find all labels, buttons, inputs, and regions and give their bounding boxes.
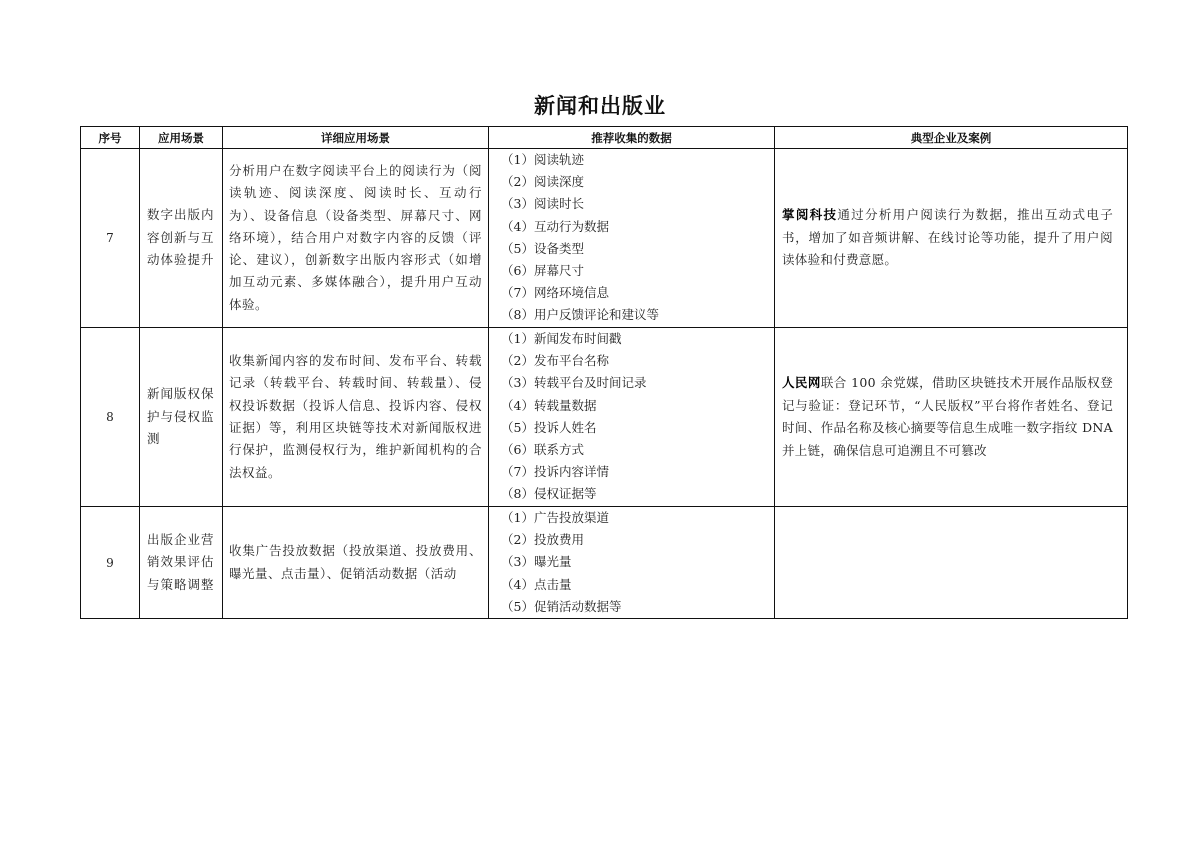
case-company: 人民网 (782, 375, 821, 390)
data-item: （6）联系方式 (501, 442, 584, 458)
data-item: （1）新闻发布时间戳 (501, 331, 622, 346)
data-item: （3）转载平台及时间记录 (501, 375, 647, 391)
data-item: （3）阅读时长 (501, 196, 584, 212)
data-item: （5）投诉人姓名 (501, 419, 597, 435)
data-item: （5）设备类型 (501, 240, 584, 256)
header-scene: 应用场景 (140, 127, 223, 149)
row-detail: 收集广告投放数据（投放渠道、投放费用、曝光量、点击量）、促销活动数据（活动 (223, 507, 489, 619)
header-detail: 详细应用场景 (223, 127, 489, 149)
row-case (775, 507, 1128, 619)
data-item: （1）广告投放渠道 (501, 510, 609, 525)
page-title: 新闻和出版业 (534, 94, 666, 118)
table-row (81, 507, 1128, 619)
industry-table (80, 126, 1128, 619)
data-item: （1）阅读轨迹 (501, 152, 584, 167)
data-item: （2）发布平台名称 (501, 353, 609, 369)
row-case (775, 328, 1128, 507)
row-data-list (489, 507, 775, 619)
row-scene: 数字出版内容创新与互动体验提升 (140, 149, 223, 328)
data-item: （7）投诉内容详情 (501, 464, 609, 480)
row-index: 8 (81, 328, 140, 507)
row-detail: 收集新闻内容的发布时间、发布平台、转载记录（转载平台、转载时间、转载量）、侵权投诉数据（投诉人信息、投诉内容、侵权证据）等，利用区块链等技术对新闻版权进行保护，监测侵权行为，维护新闻机构的合法权益。 (223, 328, 489, 507)
case-company: 掌阅科技 (782, 207, 838, 223)
header-index: 序号 (81, 127, 140, 149)
case-text: 联合 100 余党媒，借助区块链技术开展作品版权登记与验证：登记环节，“人民版权”平台将作者姓名、登记时间、作品名称及核心摘要等信息生成唯一数字指纹 DNA 并上链，确保信息可追溯且不可篡改 (782, 375, 1113, 458)
table-row (81, 328, 1128, 507)
data-item: （8）侵权证据等 (501, 486, 597, 502)
header-data: 推荐收集的数据 (489, 127, 775, 149)
row-data-list (489, 328, 775, 507)
table-row (81, 149, 1128, 328)
row-scene: 新闻版权保护与侵权监测 (140, 328, 223, 507)
data-item: （4）互动行为数据 (501, 218, 609, 234)
table-header-row (81, 127, 1128, 149)
row-detail: 分析用户在数字阅读平台上的阅读行为（阅读轨迹、阅读深度、阅读时长、互动行为）、设备信息（设备类型、屏幕尺寸、网络环境），结合用户对数字内容的反馈（评论、建议），创新数字出版内容形式（如增加互动元素、多媒体融合），提升用户互动体验。 (223, 149, 489, 328)
data-item: （2）阅读深度 (501, 174, 584, 190)
data-item: （8）用户反馈评论和建议等 (501, 307, 659, 323)
data-item: （3）曝光量 (501, 554, 572, 570)
row-case (775, 149, 1128, 328)
row-scene: 出版企业营销效果评估与策略调整 (140, 507, 223, 619)
row-index: 9 (81, 507, 140, 619)
data-item: （4）转载量数据 (501, 397, 597, 413)
data-item: （4）点击量 (501, 576, 572, 592)
data-item: （5）促销活动数据等 (501, 598, 622, 614)
data-item: （7）网络环境信息 (501, 285, 609, 301)
case-text: 通过分析用户阅读行为数据，推出互动式电子书，增加了如音频讲解、在线讨论等功能，提升了用户阅读体验和付费意愿。 (782, 207, 1113, 268)
data-item: （2）投放费用 (501, 532, 584, 548)
row-data-list (489, 149, 775, 328)
row-index: 7 (81, 149, 140, 328)
header-case: 典型企业及案例 (775, 127, 1128, 149)
data-item: （6）屏幕尺寸 (501, 263, 584, 279)
